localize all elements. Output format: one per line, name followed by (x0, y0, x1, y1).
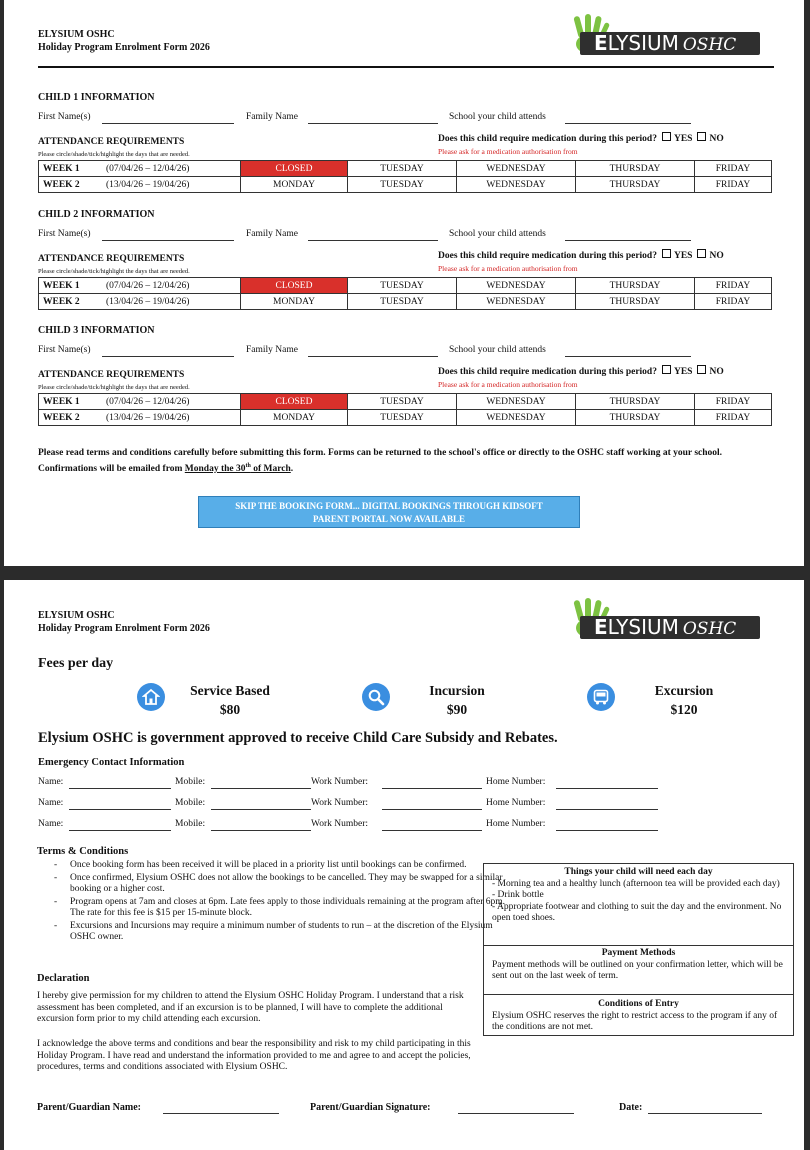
school-label: School your child attends (449, 345, 546, 355)
day-cell-friday[interactable]: FRIDAY (695, 394, 772, 410)
family-name-label: Family Name (246, 112, 298, 122)
confirmation-date-day: Monday the 30 (184, 463, 246, 474)
emergency-title: Emergency Contact Information (38, 757, 185, 768)
day-cell-friday[interactable]: FRIDAY (695, 294, 772, 310)
week-dates: (13/04/26 – 19/04/26) (102, 294, 241, 310)
parent-name-label: Parent/Guardian Name: (37, 1102, 141, 1113)
logo-lysium: LYSIUM (607, 615, 679, 639)
yes-label: YES (673, 367, 693, 377)
bus-icon (587, 683, 615, 711)
terms-note-end: . (290, 463, 294, 474)
day-cell-friday[interactable]: FRIDAY (695, 410, 772, 426)
fee-excursion (620, 681, 748, 719)
week-row (39, 278, 772, 294)
fee-service-based (164, 681, 296, 719)
search-icon (362, 683, 390, 711)
yes-checkbox[interactable] (662, 249, 671, 258)
things-item: - Appropriate footwear and clothing to suit the day and the environment. No open toed shoes. (492, 902, 785, 925)
fee-price: $80 (219, 702, 241, 717)
payment-text: Payment methods will be outlined on your confirmation letter, which will be sent out on the last week of term. (492, 959, 783, 981)
no-checkbox[interactable] (697, 249, 706, 258)
terms-item: - Excursions and Incursions may require a minimum number of students to run – at the discretion of the Elysium OSHC owner. (70, 921, 506, 944)
confirmation-date-sup: th (245, 462, 251, 469)
family-name-field[interactable] (308, 240, 438, 241)
day-cell-tuesday[interactable]: TUESDAY (348, 294, 457, 310)
info-box (483, 863, 794, 1036)
ec-mobile-label: Mobile: (175, 819, 206, 829)
week-label: WEEK 1 (39, 394, 103, 410)
no-label: NO (709, 367, 724, 377)
date-label: Date: (619, 1102, 643, 1113)
terms-list (38, 860, 506, 945)
header-form-title-2: Holiday Program Enrolment Form 2026 (38, 623, 210, 634)
week-label: WEEK 2 (39, 294, 103, 310)
confirmation-date (184, 462, 294, 474)
school-label: School your child attends (449, 112, 546, 122)
ec-home-label: Home Number: (486, 798, 546, 808)
form-page-1 (4, 0, 804, 566)
ec-home-field[interactable] (556, 809, 658, 810)
attendance-table (38, 277, 772, 310)
family-name-field[interactable] (308, 123, 438, 124)
confirmation-date-month: of March (250, 463, 291, 474)
attendance-table (38, 160, 772, 193)
medication-question (438, 365, 724, 377)
date-line[interactable] (648, 1113, 762, 1114)
medication-question-text: Does this child require medication during this period? (438, 251, 657, 261)
payment-section (484, 948, 793, 983)
week-label: WEEK 1 (39, 161, 103, 177)
emergency-contact-row (38, 819, 778, 833)
logo-wordmark (594, 32, 736, 55)
attendance-title: ATTENDANCE REQUIREMENTS (38, 254, 185, 264)
payment-title: Payment Methods (601, 948, 676, 958)
things-item: - Morning tea and a healthy lunch (afternoon tea will be provided each day) (492, 879, 785, 891)
entry-text: Elysium OSHC reserves the right to restrict access to the program if any of the conditions are not met. (492, 1010, 778, 1032)
family-name-label: Family Name (246, 229, 298, 239)
week-dates: (13/04/26 – 19/04/26) (102, 177, 241, 193)
fee-price: $90 (446, 702, 468, 717)
child-section-title: CHILD 3 INFORMATION (38, 325, 155, 336)
day-cell-friday[interactable]: FRIDAY (695, 177, 772, 193)
school-field[interactable] (565, 123, 691, 124)
parent-sig-label: Parent/Guardian Signature: (310, 1102, 431, 1113)
terms-note-text: Please read terms and conditions carefully before submitting this form. Forms can be returned to the school's office or directly to the OSHC staff working at your school. Confirmations will be emailed from (38, 448, 723, 474)
digital-button-line2: PARENT PORTAL NOW AVAILABLE (313, 514, 465, 524)
emergency-contact-row (38, 798, 778, 812)
child-section-title: CHILD 1 INFORMATION (38, 92, 155, 103)
ec-name-field[interactable] (69, 809, 171, 810)
day-cell-thursday[interactable]: THURSDAY (576, 410, 695, 426)
things-item: - Drink bottle (492, 890, 785, 902)
day-cell-wednesday[interactable]: WEDNESDAY (457, 294, 576, 310)
day-cell-tuesday[interactable]: TUESDAY (348, 177, 457, 193)
school-field[interactable] (565, 240, 691, 241)
info-divider (484, 994, 793, 995)
digital-button-line1: SKIP THE BOOKING FORM... DIGITAL BOOKINGS THROUGH KIDSOFT (235, 501, 543, 511)
ec-name-field[interactable] (69, 830, 171, 831)
ec-work-field[interactable] (382, 788, 482, 789)
logo-oshc: OSHC (682, 35, 737, 55)
day-cell-closed[interactable]: CLOSED (241, 394, 348, 410)
logo-oshc: OSHC (682, 619, 737, 639)
medication-note: Please ask for a medication authorisation from (438, 380, 578, 389)
parent-name-line[interactable] (163, 1113, 279, 1114)
signature-row (37, 1102, 777, 1116)
terms-title: Terms & Conditions (37, 846, 129, 857)
attendance-note: Please circle/shade/tick/highlight the days that are needed. (38, 151, 190, 158)
day-cell-thursday[interactable]: THURSDAY (576, 278, 695, 294)
ec-home-field[interactable] (556, 788, 658, 789)
declaration-title: Declaration (37, 973, 90, 984)
terms-note (38, 447, 778, 475)
day-cell-thursday[interactable]: THURSDAY (576, 161, 695, 177)
medication-note: Please ask for a medication authorisation from (438, 264, 578, 273)
school-field[interactable] (565, 356, 691, 357)
fee-name: Incursion (429, 683, 485, 698)
day-cell-monday[interactable]: MONDAY (241, 410, 348, 426)
entry-section (484, 999, 793, 1034)
medication-note: Please ask for a medication authorisation from (438, 147, 578, 156)
no-label: NO (709, 134, 724, 144)
attendance-note: Please circle/shade/tick/highlight the days that are needed. (38, 384, 190, 391)
week-row (39, 410, 772, 426)
fee-name: Service Based (190, 683, 270, 698)
day-cell-wednesday[interactable]: WEDNESDAY (457, 161, 576, 177)
ec-mobile-field[interactable] (211, 830, 311, 831)
day-cell-thursday[interactable]: THURSDAY (576, 294, 695, 310)
first-name-field[interactable] (102, 356, 234, 357)
week-dates: (07/04/26 – 12/04/26) (102, 394, 241, 410)
day-cell-wednesday[interactable]: WEDNESDAY (457, 177, 576, 193)
day-cell-wednesday[interactable]: WEDNESDAY (457, 410, 576, 426)
attendance-title: ATTENDANCE REQUIREMENTS (38, 137, 185, 147)
attendance-table (38, 393, 772, 426)
no-checkbox[interactable] (697, 365, 706, 374)
attendance-note: Please circle/shade/tick/highlight the days that are needed. (38, 268, 190, 275)
week-label: WEEK 2 (39, 410, 103, 426)
parent-sig-line[interactable] (458, 1113, 574, 1114)
ec-name-label: Name: (38, 819, 64, 829)
header-rule (38, 66, 774, 68)
ec-work-field[interactable] (382, 809, 482, 810)
logo-e: E (594, 615, 608, 639)
yes-label: YES (673, 251, 693, 261)
child-name-row (38, 345, 778, 359)
first-name-label: First Name(s) (38, 345, 91, 355)
day-cell-thursday[interactable]: THURSDAY (576, 394, 695, 410)
entry-title: Conditions of Entry (598, 999, 679, 1009)
ec-mobile-label: Mobile: (175, 777, 206, 787)
ec-work-label: Work Number: (311, 819, 369, 829)
fees-title: Fees per day (38, 656, 114, 671)
day-cell-tuesday[interactable]: TUESDAY (348, 278, 457, 294)
ec-work-field[interactable] (382, 830, 482, 831)
medication-question (438, 249, 724, 261)
week-dates: (07/04/26 – 12/04/26) (102, 161, 241, 177)
child-name-row (38, 229, 778, 243)
day-cell-tuesday[interactable]: TUESDAY (348, 161, 457, 177)
day-cell-thursday[interactable]: THURSDAY (576, 177, 695, 193)
ec-work-label: Work Number: (311, 777, 369, 787)
week-row (39, 394, 772, 410)
fee-name: Excursion (654, 683, 714, 698)
child-name-row (38, 112, 778, 126)
yes-checkbox[interactable] (662, 132, 671, 141)
week-label: WEEK 2 (39, 177, 103, 193)
terms-item: - Once confirmed, Elysium OSHC does not allow the bookings to be cancelled. They may be swapped for a similar booking or a higher cost. (70, 873, 506, 896)
day-cell-friday[interactable]: FRIDAY (695, 278, 772, 294)
logo-lysium: LYSIUM (607, 31, 679, 55)
elysium-logo (570, 14, 770, 64)
no-label: NO (709, 251, 724, 261)
no-checkbox[interactable] (697, 132, 706, 141)
week-row (39, 177, 772, 193)
week-row (39, 294, 772, 310)
day-cell-friday[interactable]: FRIDAY (695, 161, 772, 177)
school-label: School your child attends (449, 229, 546, 239)
first-name-field[interactable] (102, 240, 234, 241)
family-name-field[interactable] (308, 356, 438, 357)
first-name-field[interactable] (102, 123, 234, 124)
day-cell-tuesday[interactable]: TUESDAY (348, 394, 457, 410)
house-icon (137, 683, 165, 711)
ec-mobile-field[interactable] (211, 809, 311, 810)
day-cell-monday[interactable]: MONDAY (241, 177, 348, 193)
gov-statement: Elysium OSHC is government approved to receive Child Care Subsidy and Rebates. (38, 730, 558, 746)
ec-work-label: Work Number: (311, 798, 369, 808)
elysium-logo-2 (570, 598, 770, 648)
info-divider (484, 945, 793, 946)
form-page-2 (4, 580, 804, 1150)
week-dates: (07/04/26 – 12/04/26) (102, 278, 241, 294)
family-name-label: Family Name (246, 345, 298, 355)
logo-wordmark (594, 616, 736, 639)
day-cell-closed[interactable]: CLOSED (241, 278, 348, 294)
ec-name-label: Name: (38, 798, 64, 808)
week-row (39, 161, 772, 177)
header-org: ELYSIUM OSHC (38, 29, 115, 40)
ec-name-field[interactable] (69, 788, 171, 789)
terms-item: - Program opens at 7am and closes at 6pm. Late fees apply to those individuals remaining at the program after 6pm. The rate for this fee is $15 per 15-minute block. (70, 897, 506, 920)
attendance-title: ATTENDANCE REQUIREMENTS (38, 370, 185, 380)
header-org-2: ELYSIUM OSHC (38, 610, 115, 621)
fee-price: $120 (670, 702, 698, 717)
child-section-title: CHILD 2 INFORMATION (38, 209, 155, 220)
first-name-label: First Name(s) (38, 229, 91, 239)
ec-home-label: Home Number: (486, 819, 546, 829)
yes-checkbox[interactable] (662, 365, 671, 374)
emergency-contact-row (38, 777, 778, 791)
yes-label: YES (673, 134, 693, 144)
header-form-title: Holiday Program Enrolment Form 2026 (38, 42, 210, 53)
ec-mobile-label: Mobile: (175, 798, 206, 808)
fee-incursion (394, 681, 520, 719)
ec-home-label: Home Number: (486, 777, 546, 787)
logo-e: E (594, 31, 608, 55)
things-section (484, 867, 793, 925)
terms-item: - Once booking form has been received it will be placed in a priority list until bookings can be confirmed. (70, 860, 506, 872)
declaration-p2: I acknowledge the above terms and conditions and bear the responsibility and risk to my child participating in this Holiday Program. I have read and understand the information provided to me and agree to and accept the policies, procedures, terms and conditions associated with Elysium OSHC. (37, 1039, 471, 1072)
day-cell-wednesday[interactable]: WEDNESDAY (457, 278, 576, 294)
things-title: Things your child will need each day (564, 867, 713, 877)
ec-name-label: Name: (38, 777, 64, 787)
digital-booking-button[interactable] (198, 496, 580, 528)
first-name-label: First Name(s) (38, 112, 91, 122)
week-label: WEEK 1 (39, 278, 103, 294)
week-dates: (13/04/26 – 19/04/26) (102, 410, 241, 426)
medication-question-text: Does this child require medication during this period? (438, 134, 657, 144)
ec-mobile-field[interactable] (211, 788, 311, 789)
day-cell-closed[interactable]: CLOSED (241, 161, 348, 177)
declaration-p1: I hereby give permission for my children to attend the Elysium OSHC Holiday Program. I understand that a risk assessment has been completed, and if an excursion is to be planned, I will have to complete the additional excursion form prior to my child attending each excursion. (37, 991, 464, 1024)
ec-home-field[interactable] (556, 830, 658, 831)
day-cell-wednesday[interactable]: WEDNESDAY (457, 394, 576, 410)
medication-question-text: Does this child require medication during this period? (438, 367, 657, 377)
day-cell-monday[interactable]: MONDAY (241, 294, 348, 310)
day-cell-tuesday[interactable]: TUESDAY (348, 410, 457, 426)
medication-question (438, 132, 724, 144)
